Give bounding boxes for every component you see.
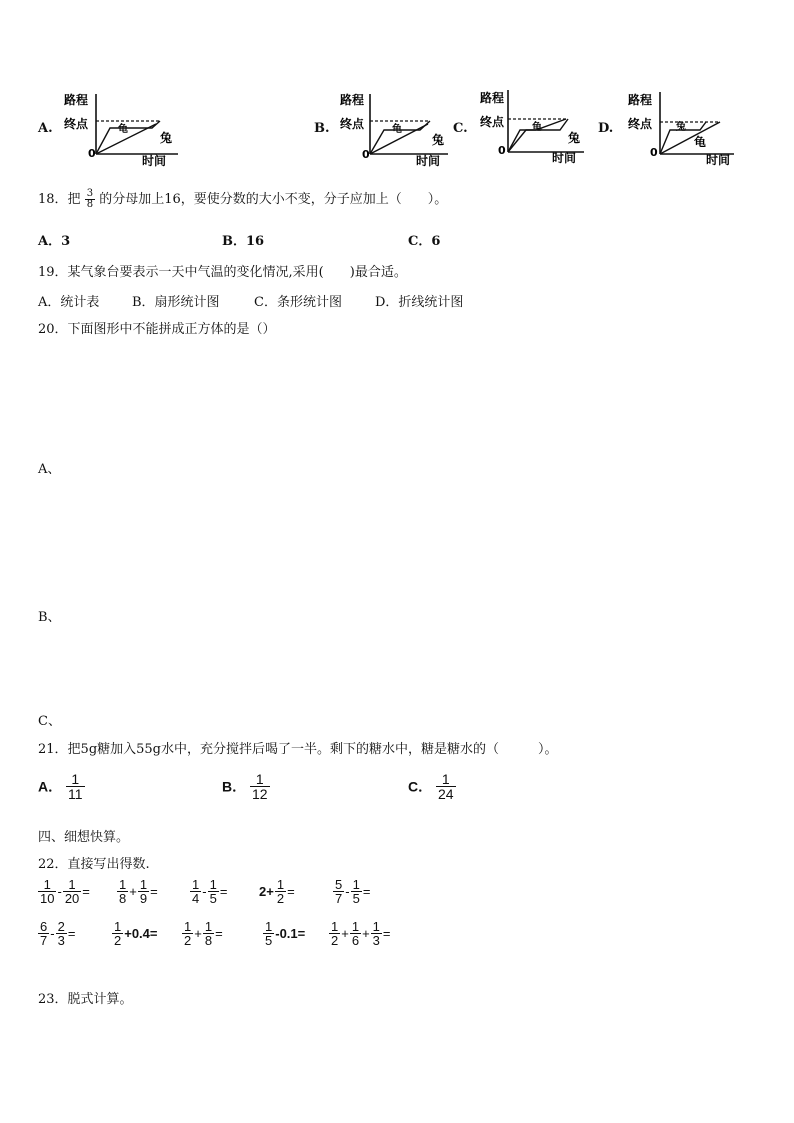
finish-label: 终点 <box>480 115 505 129</box>
q17-option-a-graph[interactable] <box>60 88 185 170</box>
q19-option-c[interactable]: C．条形统计图 <box>254 295 342 310</box>
animal2-label: 兔 <box>160 131 173 145</box>
x-axis-label: 时间 <box>416 154 441 168</box>
animal1-label: 龟 <box>118 124 128 135</box>
q17-option-b-graph[interactable] <box>334 88 454 170</box>
q20-option-a[interactable]: A、 <box>38 462 61 477</box>
q22-expr-7: $\frac{1}{2}$ +0.4= <box>114 919 158 948</box>
origin-label: 0 <box>362 148 370 161</box>
q17-option-c-graph[interactable] <box>474 84 592 170</box>
q22-expr-6: $\frac{6}{7}$ - $\frac{2}{3}$ = <box>40 919 76 948</box>
finish-label: 终点 <box>628 117 653 131</box>
q17-option-d-graph[interactable] <box>620 86 740 170</box>
q17-option-a-label[interactable]: A. <box>38 121 53 136</box>
animal2-label: 兔 <box>432 133 445 147</box>
q18-fraction: $\frac{3}{8}$ <box>86 188 94 210</box>
q17-option-d-label[interactable]: D. <box>598 121 614 136</box>
finish-label: 终点 <box>64 117 89 131</box>
q20-option-b[interactable]: B、 <box>38 610 61 625</box>
q19-option-a[interactable]: A．统计表 <box>38 295 100 310</box>
x-axis-label: 时间 <box>706 153 731 167</box>
x-axis-label: 时间 <box>142 154 167 168</box>
animal1-label: 兔 <box>676 122 686 133</box>
origin-label: 0 <box>650 146 658 159</box>
animal2-label: 兔 <box>568 131 581 145</box>
q18-option-c[interactable]: C．6 <box>408 234 441 249</box>
q19-option-d[interactable]: D．折线统计图 <box>375 295 464 310</box>
q18-option-b[interactable]: B．16 <box>222 234 265 249</box>
q19-option-b[interactable]: B．扇形统计图 <box>132 295 220 310</box>
q18-suffix: 的分母加上16，要使分数的大小不变，分子应加上（ ）。 <box>99 192 448 207</box>
q22-question: 22．直接写出得数. <box>38 857 150 872</box>
q22-expr-3: $\frac{1}{4}$ - $\frac{1}{5}$ = <box>192 877 228 906</box>
q22-expr-2: $\frac{1}{8}$ + $\frac{1}{9}$ = <box>119 877 158 906</box>
q21-option-c[interactable]: C． $\frac{1}{24}$ <box>408 771 454 802</box>
q21-option-b[interactable]: B． $\frac{1}{12}$ <box>222 771 268 802</box>
q20-option-c[interactable]: C、 <box>38 714 61 729</box>
q21-option-b-fraction: $\frac{1}{12}$ <box>252 771 268 802</box>
origin-label: 0 <box>88 147 96 160</box>
q18-prefix: 18．把 <box>38 192 81 207</box>
x-axis-label: 时间 <box>552 151 577 165</box>
q19-question: 19．某气象台要表示一天中气温的变化情况,采用( )最合适。 <box>38 265 407 280</box>
animal1-label: 龟 <box>392 124 402 135</box>
y-axis-label: 路程 <box>64 93 89 107</box>
section-4-title: 四、细想快算。 <box>38 830 130 845</box>
q17-option-b-label[interactable]: B. <box>314 121 330 136</box>
q21-question: 21．把5g糖加入55g水中，充分搅拌后喝了一半。剩下的糖水中，糖是糖水的（ ）。 <box>38 742 558 757</box>
q20-question: 20．下面图形中不能拼成正方体的是（） <box>38 322 276 337</box>
y-axis-label: 路程 <box>628 93 653 107</box>
q22-expr-8: $\frac{1}{2}$ + $\frac{1}{8}$ = <box>184 919 223 948</box>
animal2-label: 龟 <box>694 135 707 149</box>
origin-label: 0 <box>498 144 506 157</box>
q23-question: 23．脱式计算。 <box>38 992 133 1007</box>
q22-expr-9: $\frac{1}{5}$ -0.1= <box>265 919 306 948</box>
q21-option-a-fraction: $\frac{1}{11}$ <box>68 771 83 802</box>
q17-option-c-label[interactable]: C. <box>453 121 468 136</box>
q22-expr-1: $\frac{1}{10}$ - $\frac{1}{20}$ = <box>40 877 90 906</box>
q18-question <box>38 188 447 210</box>
finish-label: 终点 <box>340 117 365 131</box>
animal1-label: 龟 <box>532 122 542 133</box>
y-axis-label: 路程 <box>480 91 505 105</box>
q18-option-a[interactable]: A．3 <box>38 234 71 249</box>
q22-expr-10: $\frac{1}{2}$ + $\frac{1}{6}$ + $\frac{1}{3}$ = <box>331 919 391 948</box>
q22-expr-5: $\frac{5}{7}$ - $\frac{1}{5}$ = <box>335 877 371 906</box>
q21-option-c-fraction: $\frac{1}{24}$ <box>438 771 454 802</box>
q21-option-a[interactable]: A． $\frac{1}{11}$ <box>38 771 83 802</box>
y-axis-label: 路程 <box>340 93 365 107</box>
q22-expr-4: 2+ $\frac{1}{2}$ = <box>259 877 295 906</box>
